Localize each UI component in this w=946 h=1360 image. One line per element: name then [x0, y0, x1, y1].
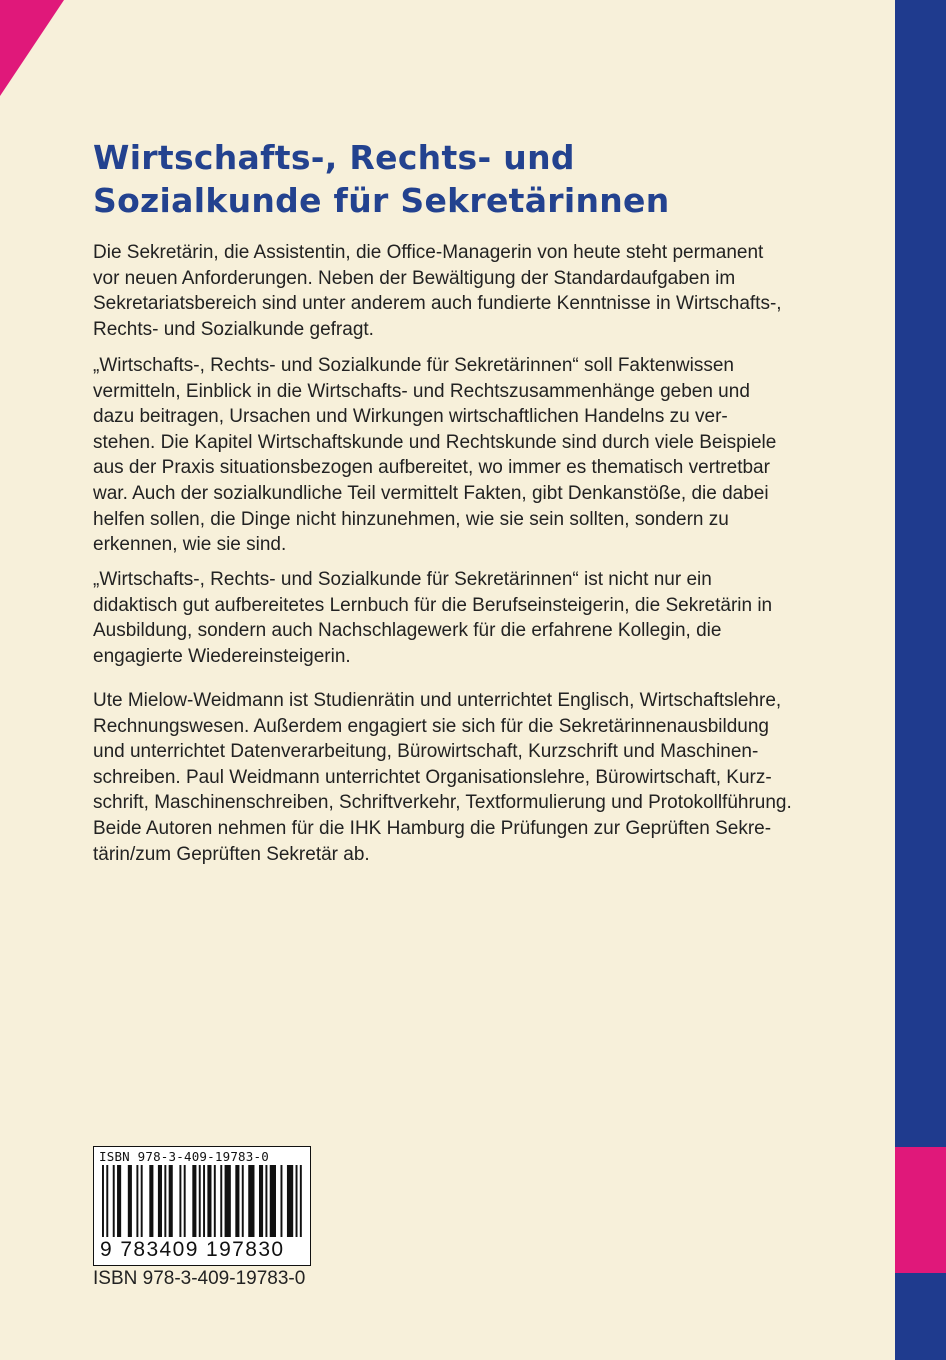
- barcode-bar: [141, 1165, 143, 1237]
- text-line: engagierte Wiedereinsteigerin.: [93, 645, 351, 667]
- blurb-paragraph-audience: [93, 567, 883, 669]
- barcode-bar: [199, 1165, 201, 1237]
- barcode-bar: [287, 1165, 293, 1237]
- barcode-bar: [259, 1165, 263, 1237]
- text-line: „Wirtschafts-, Rechts- und Sozialkunde für Sekretärinnen“ soll Faktenwissen: [93, 355, 734, 376]
- text-line: aus der Praxis situationsbezogen aufbereitet, wo immer es thematisch vertretbar: [93, 457, 770, 479]
- blurb-paragraph-intro: [93, 240, 883, 342]
- text-line: „Wirtschafts-, Rechts- und Sozialkunde für Sekretärinnen“ ist nicht nur ein: [93, 569, 712, 590]
- barcode-bar: [113, 1165, 115, 1237]
- author-bio: [93, 688, 883, 867]
- barcode-bar: [102, 1165, 104, 1237]
- barcode-bar: [270, 1165, 276, 1237]
- barcode-bar: [248, 1165, 254, 1237]
- text-line: erkennen, wie sie sind.: [93, 534, 287, 556]
- barcode-bar: [300, 1165, 302, 1237]
- text-line: war. Auch der sozialkundliche Teil vermittelt Fakten, gibt Denkanstöße, die dabei: [93, 482, 769, 504]
- barcode-bar: [296, 1165, 298, 1237]
- text-line: dazu beitragen, Ursachen und Wirkungen wirtschaftlichen Handelns zu ver-: [93, 406, 728, 428]
- text-line: didaktisch gut aufbereitetes Lernbuch für die Berufseinsteigerin, die Sekretärin in: [93, 594, 773, 616]
- blurb-paragraph-goals: [93, 353, 883, 558]
- barcode-bar: [117, 1165, 121, 1237]
- barcode-bar: [179, 1165, 181, 1237]
- barcode-ean-digits: 9 783409 197830: [100, 1238, 285, 1261]
- barcode-bar: [203, 1165, 205, 1237]
- barcode-bar: [225, 1165, 231, 1237]
- text-line: stehen. Die Kapitel Wirtschaftskunde und Rechtskunde sind durch viele Beispiele: [93, 431, 777, 453]
- barcode-bars: [100, 1165, 304, 1239]
- text-line: vermitteln, Einblick in die Wirtschafts- und Rechtszusammenhänge geben und: [93, 380, 750, 402]
- text-line: vor neuen Anforderungen. Neben der Bewältigung der Standardaufgaben im: [93, 267, 736, 289]
- text-line: Rechnungswesen. Außerdem engagiert sie sich für die Sekretärinnenausbildung: [93, 715, 769, 737]
- barcode-bar: [136, 1165, 138, 1237]
- barcode-label: [93, 1146, 311, 1266]
- barcode-bar: [169, 1165, 173, 1237]
- barcode-bar: [280, 1165, 282, 1237]
- barcode-bar: [149, 1165, 153, 1237]
- barcode-bar: [164, 1165, 166, 1237]
- text-line: Beide Autoren nehmen für die IHK Hamburg die Prüfungen zur Geprüften Sekre-: [93, 817, 772, 839]
- corner-accent-triangle: [0, 0, 64, 96]
- text-line: Rechts- und Sozialkunde gefragt.: [93, 318, 374, 340]
- barcode-bar: [220, 1165, 222, 1237]
- text-line: helfen sollen, die Dinge nicht hinzunehmen, wie sie sein sollten, sondern zu: [93, 508, 729, 530]
- barcode-bar: [158, 1165, 162, 1237]
- text-line: tärin/zum Geprüften Sekretär ab.: [93, 843, 370, 865]
- barcode-bar: [184, 1165, 186, 1237]
- book-title: [93, 136, 873, 222]
- barcode-bar: [265, 1165, 267, 1237]
- barcode-bar: [128, 1165, 132, 1237]
- barcode-bar: [235, 1165, 239, 1237]
- spine-accent-block: [895, 1147, 946, 1273]
- title-line: Sozialkunde für Sekretärinnen: [93, 181, 670, 220]
- barcode-bar: [214, 1165, 216, 1237]
- isbn-number: ISBN 978-3-409-19783-0: [93, 1268, 306, 1289]
- barcode-bar: [106, 1165, 108, 1237]
- barcode-bar: [207, 1165, 211, 1237]
- text-line: Die Sekretärin, die Assistentin, die Office-Managerin von heute steht permanent: [93, 242, 764, 263]
- text-line: schreiben. Paul Weidmann unterrichtet Organisationslehre, Bürowirtschaft, Kurz-: [93, 766, 772, 788]
- title-line: Wirtschafts-, Rechts- und: [93, 138, 575, 177]
- text-line: schrift, Maschinenschreiben, Schriftverkehr, Textformulierung und Protokollführung.: [93, 792, 792, 814]
- text-line: Ute Mielow-Weidmann ist Studienrätin und unterrichtet Englisch, Wirtschaftslehre,: [93, 690, 782, 711]
- barcode-isbn-text: ISBN 978-3-409-19783-0: [99, 1149, 269, 1164]
- barcode-bar: [242, 1165, 244, 1237]
- text-line: und unterrichtet Datenverarbeitung, Bürowirtschaft, Kurzschrift und Maschinen-: [93, 741, 759, 763]
- text-line: Sekretariatsbereich sind unter anderem auch fundierte Kenntnisse in Wirtschafts-,: [93, 293, 782, 315]
- barcode-bar: [192, 1165, 196, 1237]
- text-line: Ausbildung, sondern auch Nachschlagewerk für die erfahrene Kollegin, die: [93, 620, 722, 642]
